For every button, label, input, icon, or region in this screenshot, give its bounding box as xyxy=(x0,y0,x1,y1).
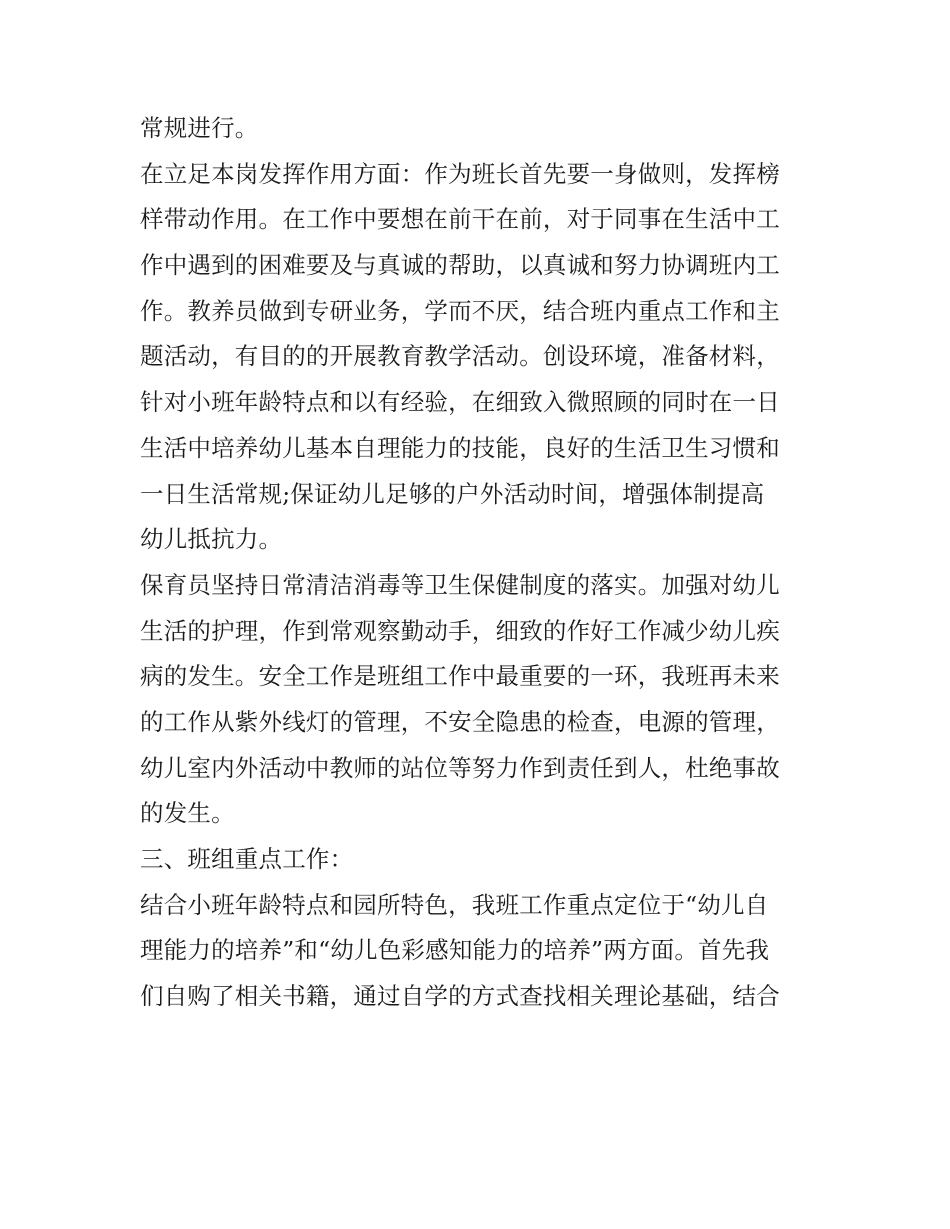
text-line: 们自购了相关书籍，通过自学的方式查找相关理论基础，结合 xyxy=(140,982,780,1011)
text-line: 的工作从紫外线灯的管理，不安全隐患的检查，电源的管理， xyxy=(140,707,780,736)
text-line: 保育员坚持日常清洁消毒等卫生保健制度的落实。加强对幼儿 xyxy=(140,570,780,599)
text-line: 一日生活常规;保证幼儿足够的户外活动时间，增强体制提高 xyxy=(140,479,765,508)
text-line: 样带动作用。在工作中要想在前干在前，对于同事在生活中工 xyxy=(140,205,780,234)
text-line: 结合小班年龄特点和园所特色，我班工作重点定位于“幼儿自 xyxy=(140,890,769,919)
text-line: 生活的护理，作到常观察勤动手，细致的作好工作减少幼儿疾 xyxy=(140,616,780,645)
text-line: 作中遇到的困难要及与真诚的帮助，以真诚和努力协调班内工 xyxy=(140,251,780,280)
text-line: 幼儿抵抗力。 xyxy=(140,525,283,554)
document-body xyxy=(140,106,820,1020)
text-line: 在立足本岗发挥作用方面：作为班长首先要一身做则，发挥榜 xyxy=(140,159,780,188)
text-line: 针对小班年龄特点和以有经验，在细致入微照顾的同时在一日 xyxy=(140,388,780,417)
text-line: 生活中培养幼儿基本自理能力的技能，良好的生活卫生习惯和 xyxy=(140,433,780,462)
text-line: 作。教养员做到专研业务，学而不厌，结合班内重点工作和主 xyxy=(140,296,780,325)
text-line: 题活动，有目的的开展教育教学活动。创设环境，准备材料， xyxy=(140,342,780,371)
text-line: 幼儿室内外活动中教师的站位等努力作到责任到人，杜绝事故 xyxy=(140,753,780,782)
text-line: 常规进行。 xyxy=(140,114,259,142)
text-line: 的发生。 xyxy=(140,799,235,828)
text-line: 理能力的培养”和“幼儿色彩感知能力的培养”两方面。首先我 xyxy=(140,936,770,965)
text-line: 病的发生。安全工作是班组工作中最重要的一环，我班再未来 xyxy=(140,662,780,691)
section-heading: 三、班组重点工作： xyxy=(140,845,354,873)
